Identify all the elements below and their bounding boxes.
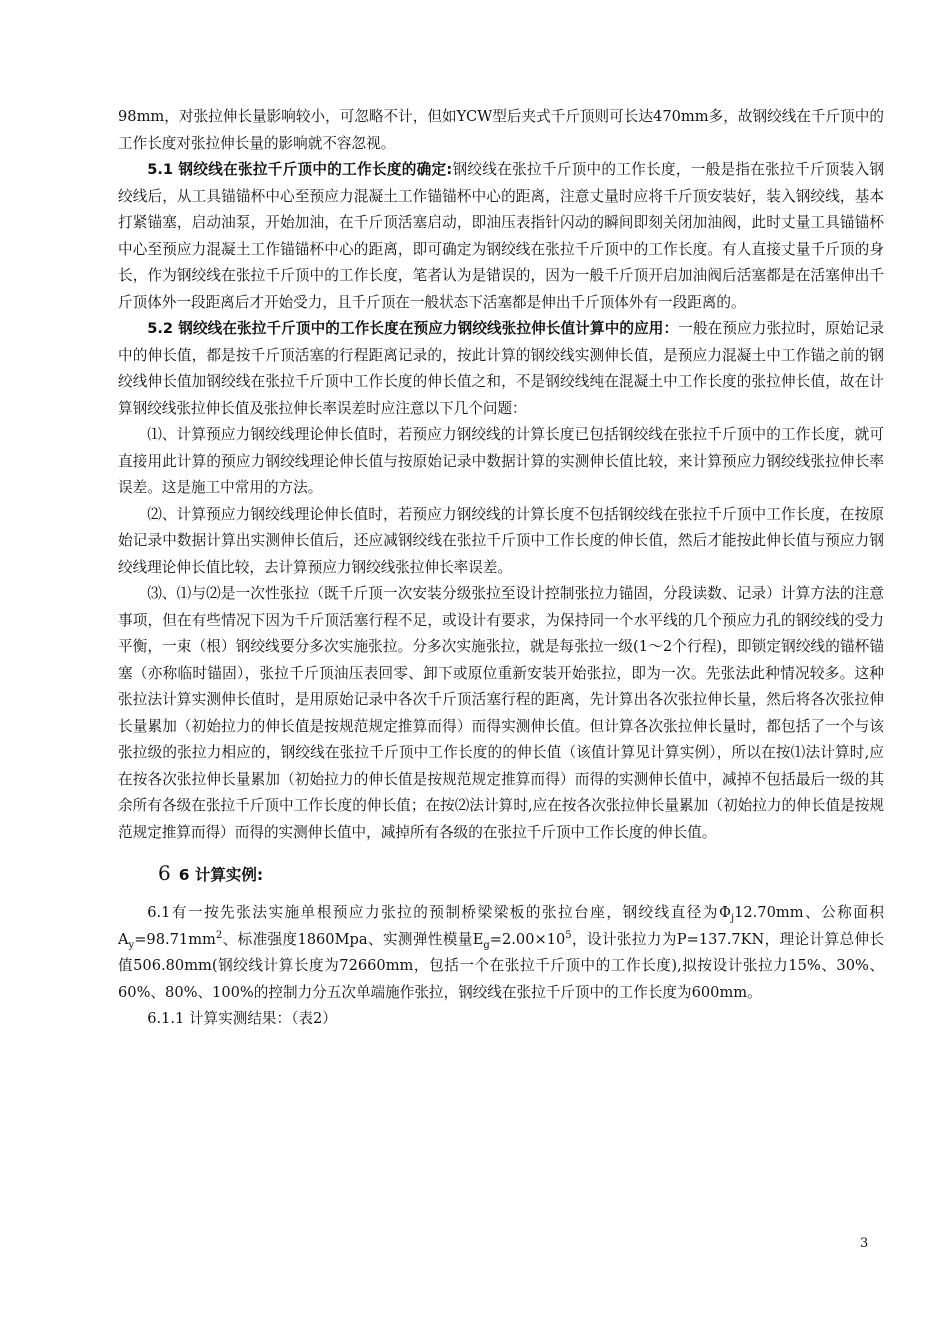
subscript: y <box>128 939 135 951</box>
text-run: ，设计张拉力为P=137.7KN，理论计算总伸长值506.80mm(钢绞线计算长度为72660mm，包括一个在张拉千斤顶中的工作长度),拟按设计张拉力15%、30%、60%、80%、100%的控制力分五次单端施作张拉，钢绞线在张拉千斤顶中的工作长度为600mm。 <box>118 930 885 1001</box>
subscript: j <box>730 912 735 924</box>
paragraph-item-2: ⑵、计算预应力钢绞线理论伸长值时，若预应力钢绞线的计算长度不包括钢绞线在张拉千斤顶中工作长度，在按原始记录中数据计算出实测伸长值后，还应减钢绞线在张拉千斤顶中工作长度的伸长值，然后才能按此伸长值与预应力钢绞线理论伸长值比较，去计算预应力钢绞线张拉伸长率误差。 <box>118 505 884 576</box>
heading-5-1: 5.1 钢绞线在张拉千斤顶中的工作长度的确定: <box>147 161 453 178</box>
text-run: 6.1有一按先张法实施单根预应力张拉的预制桥梁梁板的张拉台座，钢绞线直径为Φ <box>147 904 731 921</box>
paragraph-6-1-1: 6.1.1 计算实测结果：（表2） <box>147 1010 337 1027</box>
text-run: =2.00×10 <box>489 930 566 948</box>
paragraph-5-1 <box>118 157 884 316</box>
section-6-heading <box>118 860 884 888</box>
paragraph-5-2-body: 一般在预应力张拉时，原始记录中的伸长值，都是按千斤顶活塞的行程距离记录的，按此计算的钢绞线实测伸长值，是预应力混凝土中工作锚之前的钢绞线伸长值加钢绞线在张拉千斤顶中工作长度的伸长值之和，不是钢绞线纯在混凝土中工作长度的张拉伸长值，故在计算钢绞线张拉伸长值及张拉伸长率误差时应注意以下几个问题： <box>118 320 884 417</box>
paragraph-6-1 <box>118 900 884 1006</box>
text-run: 12.70mm、公称面积A <box>118 904 884 948</box>
document-body <box>118 104 884 1033</box>
page-number: 3 <box>860 1236 869 1251</box>
subscript: g <box>483 939 490 951</box>
superscript: 5 <box>565 929 572 941</box>
paragraph-item-1: ⑴、计算预应力钢绞线理论伸长值时，若预应力钢绞线的计算长度已包括钢绞线在张拉千斤顶中的工作长度，就可直接用此计算的预应力钢绞线理论伸长值与按原始记录中数据计算的实测伸长值比较，来计算预应力钢绞线张拉伸长率误差。这是施工中常用的方法。 <box>118 426 884 496</box>
paragraph-5-2 <box>118 316 884 422</box>
heading-5-2: 5.2 钢绞线在张拉千斤顶中的工作长度在预应力钢绞线张拉伸长值计算中的应用： <box>147 320 679 337</box>
paragraph-5-1-body: 钢绞线在张拉千斤顶中的工作长度，一般是指在张拉千斤顶装入钢绞线后，从工具锚锚杯中心至预应力混凝土工作锚锚杯中心的距离，注意丈量时应将千斤顶安装好，装入钢绞线，基本打紧锚塞，启动油泵，开始加油，在千斤顶活塞启动，即油压表指针闪动的瞬间即刻关闭加油阀，此时丈量工具锚锚杯中心至预应力混凝土工作锚锚杯中心的距离，即可确定为钢绞线在张拉千斤顶中的工作长度。有人直接丈量千斤顶的身长，作为钢绞线在张拉千斤顶中的工作长度，笔者认为是错误的，因为一般千斤顶开启加油阀后活塞都是在活塞伸出千斤顶体外一段距离后才开始受力，且千斤顶在一般状态下活塞都是伸出千斤顶体外有一段距离的。 <box>118 161 884 311</box>
paragraph-item-3: ⑶、⑴与⑵是一次性张拉（既千斤顶一次安装分级张拉至设计控制张拉力锚固，分段读数、记录）计算方法的注意事项，但在有些情况下因为千斤顶活塞行程不足，或设计有要求，为保持同一个水平线的几个预应力孔的钢绞线的受力平衡，一束（根）钢绞线要分多次实施张拉。分多次实施张拉，就是每张拉一级(1～2个行程)，即锁定钢绞线的锚杯锚塞（亦称临时锚固），张拉千斤顶油压表回零、卸下或原位重新安装开始张拉，即为一次。先张法此种情况较多。这种张拉法计算实测伸长值时，是用原始记录中各次千斤顶活塞行程的距离，先计算出各次张拉伸长量，然后将各次张拉伸长量累加（初始拉力的伸长值是按规范规定推算而得）而得实测伸长值。但计算各次张拉伸长量时，都包括了一个与该张拉级的张拉力相应的，钢绞线在张拉千斤顶中工作长度的的伸长值（该值计算见计算实例），所以在按⑴法计算时,应在按各次张拉伸长量累加（初始拉力的伸长值是按规范规定推算而得）而得的实测伸长值中，减掉不包括最后一级的其余所有各级在张拉千斤顶中工作长度的伸长值；在按⑵法计算时,应在按各次张拉伸长量累加（初始拉力的伸长值是按规范规定推算而得）而得的实测伸长值中，减掉所有各级的在张拉千斤顶中工作长度的伸长值。 <box>118 585 884 841</box>
text-run: =98.71mm <box>134 930 216 948</box>
superscript: 2 <box>215 929 223 941</box>
paragraph-continuation: 98mm，对张拉伸长量影响较小，可忽略不计，但如YCW型后夹式千斤顶则可长达470mm多，故钢绞线在千斤顶中的工作长度对张拉伸长量的影响就不容忽视。 <box>118 108 884 152</box>
section-6-number: 6 <box>158 861 171 885</box>
text-run: 、标准强度1860Mpa、实测弹性模量E <box>222 930 484 948</box>
section-6-title: 6 计算实例: <box>178 866 264 884</box>
